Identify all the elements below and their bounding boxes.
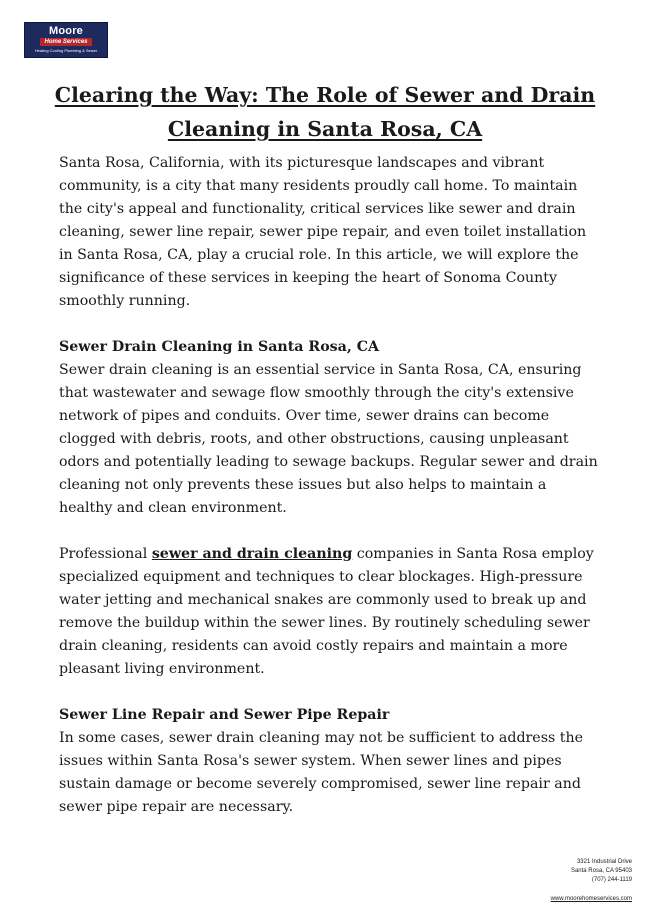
footer-address-line2: Santa Rosa, CA 95403	[570, 868, 632, 874]
company-logo[interactable]	[24, 22, 108, 58]
drain-cleaning-paragraph: Sewer drain cleaning is an essential service in Santa Rosa, CA, ensuring that wastewater and sewage flow smoothly through the city's extensive network of pipes and conduits. Over time, sewer drains can become clogged with debris, roots, and other obstructions, causing unpleasant odors and potentially leading to sewage backups. Regular sewer and drain cleaning not only prevents these issues but also helps to maintain a healthy and clean environment.	[59, 362, 598, 516]
section-heading-line-repair: Sewer Line Repair and Sewer Pipe Repair	[59, 707, 390, 723]
professional-text-before: Professional	[59, 546, 152, 562]
professional-paragraph	[59, 543, 604, 681]
logo-subtitle: Home Services	[40, 38, 91, 46]
logo-tagline: Heating Cooling Plumbing & Sewer	[34, 48, 98, 53]
footer-address-line1: 3321 Industrial Drive	[576, 859, 632, 865]
professional-text-after: companies in Santa Rosa employ specialized equipment and techniques to clear blockages. High-pressure water jetting and mechanical snakes are commonly used to break up and remove the buildup within the sewer lines. By routinely scheduling sewer drain cleaning, residents can avoid costly repairs and maintain a more pleasant living environment.	[59, 546, 594, 677]
article-title: Clearing the Way: The Role of Sewer and Drain Cleaning in Santa Rosa, CA	[54, 83, 596, 141]
footer-website-link[interactable]: www.moorehomeservices.com	[550, 896, 632, 902]
article-body	[59, 152, 604, 842]
footer-contact	[492, 858, 632, 904]
section-heading-drain-cleaning: Sewer Drain Cleaning in Santa Rosa, CA	[59, 339, 380, 355]
line-repair-paragraph: In some cases, sewer drain cleaning may not be sufficient to address the issues within Santa Rosa's sewer system. When sewer lines and pipes sustain damage or become severely compromised, sewer line repair and sewer pipe repair are necessary.	[59, 730, 584, 815]
intro-paragraph: Santa Rosa, California, with its picturesque landscapes and vibrant community, is a city that many residents proudly call home. To maintain the city's appeal and functionality, critical services like sewer and drain cleaning, sewer line repair, sewer pipe repair, and even toilet installation in Santa Rosa, CA, play a crucial role. In this article, we will explore the significance of these services in keeping the heart of Sonoma County smoothly running.	[59, 155, 587, 309]
footer-phone: (707) 244-1119	[591, 877, 632, 883]
logo-brand: Moore	[49, 25, 83, 37]
sewer-drain-cleaning-link[interactable]: sewer and drain cleaning	[151, 546, 353, 562]
